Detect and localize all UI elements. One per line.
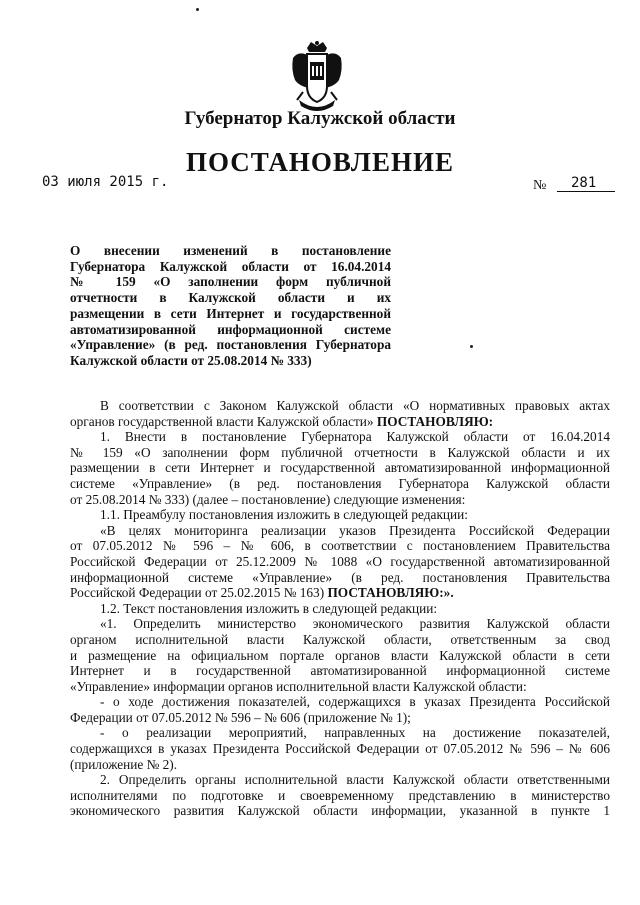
body-line: - о ходе достижения показателей, содержащихся в указах Президента Российской	[100, 694, 610, 710]
document-body	[70, 398, 610, 819]
scan-speck	[196, 8, 199, 11]
body-line	[70, 414, 610, 430]
body-line: информационной системе «Управление» (в ред. постановления Правительства	[70, 569, 610, 585]
body-line: № 159 «О заполнении форм публичной отчетности в Калужской области и их	[70, 444, 610, 460]
subject-line: автоматизированной информационной системе	[70, 321, 391, 337]
body-line: 1.1. Преамбулу постановления изложить в следующей редакции:	[100, 507, 468, 523]
document-subject	[70, 243, 391, 369]
body-line	[70, 585, 610, 601]
body-line: 1. Внести в постановление Губернатора Калужской области от 16.04.2014	[100, 429, 610, 445]
body-line: Интернет и в государственной автоматизированной информационной системе	[70, 663, 610, 679]
subject-line: Калужской области от 25.08.2014 № 333)	[70, 352, 312, 368]
document-number-value: 281	[571, 175, 597, 191]
body-line: - о реализации мероприятий, направленных на достижение показателей,	[100, 725, 610, 741]
number-label: №	[533, 178, 547, 193]
decree-keyword: ПОСТАНОВЛЯЮ:	[376, 413, 494, 429]
body-line-text: органов государственной власти Калужской области»	[70, 413, 374, 429]
document-type: ПОСТАНОВЛЕНИЕ	[185, 147, 455, 177]
document-number	[557, 175, 615, 192]
subject-line: О внесении изменений в постановление	[70, 243, 391, 258]
kaluga-coat-of-arms-icon	[289, 40, 345, 116]
body-line: экономического развития Калужской области информации, указанной в пункте 1	[70, 803, 610, 819]
subject-line: отчетности в Калужской области и их	[70, 290, 391, 306]
body-line-text: Российской Федерации от 25.02.2015 № 163)	[70, 585, 325, 601]
subject-line: Губернатора Калужской области от 16.04.2014	[70, 258, 391, 274]
subject-line: № 159 «О заполнении форм публичной	[70, 274, 391, 290]
body-line: исполнителями по подготовке и своевременному представлению в министерство	[70, 787, 610, 803]
body-line: от 07.05.2012 № 596 – № 606, в соответствии с постановлением Правительства	[70, 538, 610, 554]
issuer-title: Губернатор Калужской области	[184, 108, 456, 129]
body-line: «Управление» информации органов исполнительной власти Калужской области:	[70, 678, 527, 694]
body-line: размещении в сети Интернет и государственной автоматизированной информационной	[70, 460, 610, 476]
body-line: 2. Определить органы исполнительной власти Калужской области ответственными	[100, 772, 610, 788]
decree-keyword: ПОСТАНОВЛЯЮ:».	[327, 585, 454, 601]
body-line: «1. Определить министерство экономического развития Калужской области	[100, 616, 610, 632]
body-line: Федерации от 07.05.2012 № 596 – № 606 (приложение № 1);	[70, 709, 411, 725]
document-date: 03 июля 2015 г.	[42, 174, 169, 190]
body-line: системе «Управление» (в ред. постановления Губернатора Калужской области	[70, 475, 610, 491]
body-line: В соответствии с Законом Калужской области «О нормативных правовых актах	[100, 398, 610, 413]
body-line: Российской Федерации от 25.12.2009 № 1088 «О государственной автоматизированной	[70, 553, 610, 569]
body-line: и размещение на официальном портале органов власти Калужской области в сети	[70, 647, 610, 663]
body-line: от 25.08.2014 № 333) (далее – постановление) следующие изменения:	[70, 491, 466, 507]
body-line: «В целях мониторинга реализации указов Президента Российской Федерации	[100, 522, 610, 538]
body-line: (приложение № 2).	[70, 756, 178, 772]
body-line: органом исполнительной власти Калужской области, ответственным за свод	[70, 631, 610, 647]
subject-line: «Управление» (в ред. постановления Губернатора	[70, 337, 391, 353]
subject-line: размещении в сети Интернет и государственной	[70, 305, 391, 321]
body-line: 1.2. Текст постановления изложить в следующей редакции:	[100, 600, 438, 616]
scan-speck	[470, 345, 473, 348]
body-line: содержащихся в указах Президента Российской Федерации от 07.05.2012 № 596 – № 606	[70, 741, 610, 757]
